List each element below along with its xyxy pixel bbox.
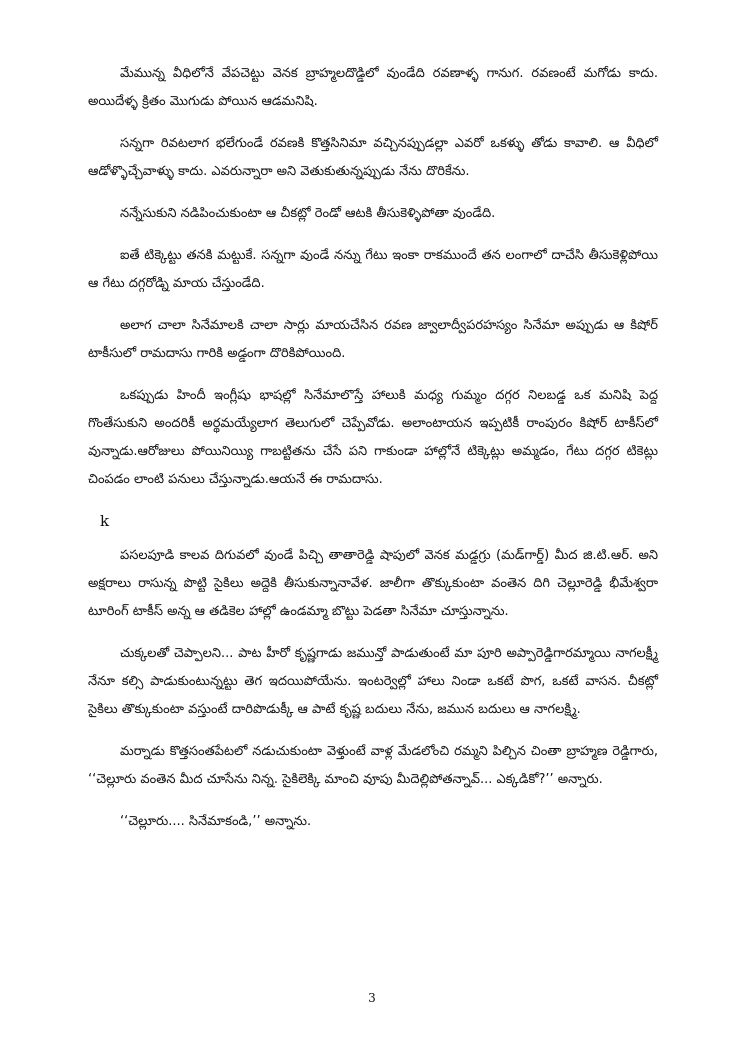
paragraph-8: చుక్కలతో చెప్పాలని... పాట హీరో కృష్ణగాడు జమున్తో పాడుతుంటే మా పూరి అప్పారెడ్డిగారమ్మాయి నాగలక్ష్మీ నేనూ కల్సి పాడుకుంటున్నట్టు తెగ ఇదయిపోయేను. ఇంటర్వెల్లో హాలు నిండా ఒకటే పొగ, ఒకటే వాసన. చీకట్లో సైకిలు తొక్కుకుంటా వస్తుంటే దారిపొడుక్కీ ఆ పాటే కృష్ణ బదులు నేను, జమున బదులు ఆ నాగలక్ష్మి. bbox=[88, 646, 658, 717]
page-number: 3 bbox=[368, 991, 376, 1005]
paragraph-4: ఐతే టిక్కెట్టు తనకి మట్టుకే. సన్నగా వుండే నన్ను గేటు ఇంకా రాకముందే తన లంగాలో దాచేసి తీసుకెళ్లిపోయి ఆ గేటు దగ్గరోడ్ని మాయ చేస్తుండేది. bbox=[88, 248, 658, 291]
paragraph-7: పసలపూడి కాలవ దిగువలో వుండే పిచ్చి తాతారెడ్డి షాపులో వెనక మడ్డగ్రు (మడ్‌గార్డ్) మీద జి.టి.ఆర్. అని అక్షరాలు రాసున్న పొట్టి సైకిలు అద్దెకి తీసుకున్నానావేళ. జాలీగా తొక్కుకుంటా వంతెన దిగి చెల్లూరెడ్డి భీమేశ్వరా టూరింగ్ టాకీస్ అన్న ఆ తడికెల హాల్లో ఉండమ్మా బొట్టు పెడతా సినేమా చూస్తున్నాను. bbox=[88, 548, 658, 619]
paragraph-5: అలాగ చాలా సినేమాలకి చాలా సార్లు మాయచేసిన రవణ జ్వాలాద్వీపరహస్యం సినేమా అప్పుడు ఆ కిషోర్ టాకీసులో రామదాసు గారికి అడ్డంగా దొరికిపోయింది. bbox=[88, 318, 658, 361]
paragraph-2: సన్నగా రివటలాగ భలేగుండే రవణకి కొత్తసినిమా వచ్చినప్పుడల్లా ఎవరో ఒకళ్ళు తోడు కావాలి. ఆ వీధిలో ఆడోళ్ళొచ్చేవాళ్ళు కాదు. ఎవరున్నారా అని వెతుకుతున్నప్పుడు నేను దొరికేను. bbox=[88, 136, 658, 179]
paragraph-6: ఒకప్పుడు హిందీ ఇంగ్లీషు భాషల్లో సినేమాలొస్తే హాలుకి మధ్య గుమ్మం దగ్గర నిలబడ్డ ఒక మనిషి పెద్ద గొంతేసుకుని అందరికీ అర్థమయ్యేలాగ తెలుగులో చెప్పేవోడు. అలాంటాయన ఇప్పటికీ రాంపురం కిషోర్ టాకీస్‌లో వున్నాడు.ఆరోజులు పోయినియ్యి గాబట్టితను చేసే పని గాకుండా హాల్లోనే టిక్కెట్లు అమ్మడం, గేటు దగ్గర టికెట్లు చింపడం లాంటి పనులు చేస్తున్నాడు.ఆయనే ఈ రామదాసు. bbox=[88, 388, 658, 487]
paragraph-10: ‘‘చెల్లూరు.... సినేమాకండి,’’ అన్నాను. bbox=[120, 814, 312, 829]
section-separator-mark: k bbox=[100, 512, 110, 530]
page-body bbox=[88, 60, 658, 850]
paragraph-1: మేమున్న వీధిలోనే వేపచెట్టు వెనక బ్రాహ్మలదొడ్డిలో వుండేది రవణాళ్ళ గానుగ. రవణంటే మగోడు కాదు. అయిదేళ్ళ క్రితం మొగుడు పోయిన ఆడమనిషి. bbox=[88, 66, 658, 109]
paragraph-3: నన్నేసుకుని నడిపించుకుంటా ఆ చీకట్లో రెండో ఆటకి తీసుకెళ్ళిపోతా వుండేది. bbox=[120, 206, 496, 221]
paragraph-9: మర్నాడు కొత్తసంతపేటలో నడుచుకుంటా వెళ్తుంటే వాళ్ల మేడలోంచి రమ్మని పిల్చిన చింతా బ్రాహ్మణ రెడ్డిగారు, ‘‘చెల్లూరు వంతెన మీద చూసేను నిన్న. సైకిలెక్కి మాంచి వూపు మీదెల్లిపోతన్నావ్... ఎక్కడికో?’’ అన్నారు. bbox=[88, 744, 658, 787]
